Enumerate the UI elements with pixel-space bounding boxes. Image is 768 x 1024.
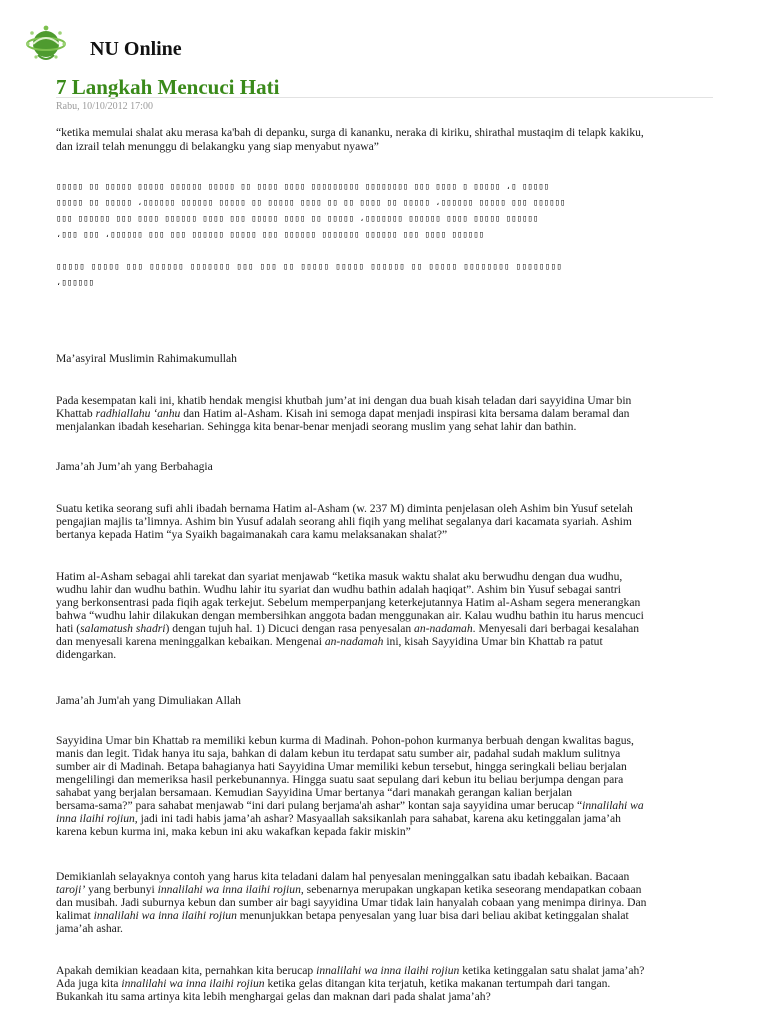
- paragraph-line: Sayyidina Umar bin Khattab ra memiliki kebun kurma di Madinah. Pohon-pohon kurmanya berbuah dengan kwalitas bagus,: [56, 734, 634, 747]
- paragraph-line: Demikianlah selayaknya contoh yang harus kita teladani dalam hal penyesalan meninggalkan satu ibadah kebaikan. Bacaan: [56, 870, 630, 883]
- paragraph: [56, 964, 720, 1003]
- paragraph-line: dan musibah. Jadi suburnya kebun dan sumber air bagi sayyidina Umar tidak lain hanyalah cobaan yang menimpa dirinya. Dan: [56, 896, 647, 909]
- paragraph-line: didengarkan.: [56, 648, 117, 661]
- paragraph-line: inna ilaihi rojiun, jadi ini tadi habis jama’ah ashar? Masyaallah saksikanlah para sahabat, karena aku ketinggalan jama’ah: [56, 812, 621, 825]
- paragraph-line: taroji’ yang berbunyi innalilahi wa inna ilaihi rojiun, sebenarnya merupakan ungkapan ketika seseorang mendapatkan cobaan: [56, 883, 642, 896]
- title-divider: [56, 97, 713, 98]
- article-title: 7 Langkah Mencuci Hati: [56, 75, 280, 99]
- nu-logo-icon: [22, 24, 80, 66]
- quote-line: dan izrail telah menunggu di belakangku yang siap menyabut nyawa”: [56, 140, 379, 153]
- quote-line: “ketika memulai shalat aku merasa ka'bah di depanku, surga di kananku, neraka di kiriku, shirathal mustaqim di telapk kakiku,: [56, 126, 644, 139]
- paragraph-line: menjalankan ibadah keseharian. Sehingga kita benar-benar menjadi seorang muslim yang sehat lahir dan bathin.: [56, 420, 577, 433]
- arabic-line: ▯▯▯▯▯ ▯▯ ▯▯▯▯▯ ،▯▯▯▯▯▯ ▯▯▯▯▯▯ ▯▯▯▯▯ ▯▯ ▯▯▯▯▯ ▯▯▯▯ ▯▯ ▯▯ ▯▯▯▯ ▯▯ ▯▯▯▯▯ ،▯▯▯▯▯▯ ▯▯▯▯▯ ▯▯▯ ▯▯▯▯▯▯: [56, 198, 566, 208]
- article-date: Rabu, 10/10/2012 17:00: [56, 101, 153, 112]
- paragraph-line: Hatim al-Asham sebagai ahli tarekat dan syariat menjawab “ketika masuk waktu shalat aku berwudhu dengan dua wudhu,: [56, 570, 623, 583]
- arabic-text-block: [56, 259, 716, 291]
- paragraph-line: mengelilingi dan memeriksa hasil perkebunannya. Hingga suatu saat sepulang dari kebun itu beliau berjumpa dengan para: [56, 773, 624, 786]
- paragraph-line: Apakah demikian keadaan kita, pernahkan kita berucap innalilahi wa inna ilaihi rojiun ketika ketinggalan satu shalat jama’ah?: [56, 964, 645, 977]
- paragraph-line: pengajian majlis ta’limnya. Ashim bin Yusuf adalah seorang ahli fiqih yang melihat segalanya dari kacamata syariah. Ashim: [56, 515, 632, 528]
- paragraph-line: kalimat innalilahi wa inna ilaihi rojiun menunjukkan betapa penyesalan yang luar bisa dari beliau akibat ketinggalan shalat: [56, 909, 629, 922]
- arabic-text-block: [56, 179, 716, 243]
- paragraph-line: hati (salamatush shadri) dengan tujuh hal. 1) Dicuci dengan rasa penyesalan an-nadamah. Menyesali dari berbagai kesalahan: [56, 622, 640, 635]
- paragraph: [56, 570, 720, 661]
- paragraph-line: Ada juga kita innalilahi wa inna ilaihi rojiun ketika gelas ditangan kita terjatuh, ketika makanan tertumpah dari tangan.: [56, 977, 611, 990]
- paragraph-line: Bukankah itu sama artinya kita lebih menghargai gelas dan maknan dari pada shalat jama’ah?: [56, 990, 491, 1003]
- arabic-line: ▯▯▯ ▯▯▯▯▯▯ ▯▯▯ ▯▯▯▯ ▯▯▯▯▯▯ ▯▯▯▯ ▯▯▯ ▯▯▯▯▯ ▯▯▯▯ ▯▯ ▯▯▯▯▯ ،▯▯▯▯▯▯▯ ▯▯▯▯▯▯ ▯▯▯▯ ▯▯▯▯▯ ▯▯▯▯▯▯: [56, 214, 539, 224]
- paragraph-line: bertanya kepada Hatim “ya Syaikh bagaimanakah cara kamu melaksanakan shalat?”: [56, 528, 448, 541]
- paragraph-line: bahwa “wudhu lahir dilakukan dengan membersihkan anggota badan menggunakan air. Kalau wudhu bathin itu harus mencuci: [56, 609, 644, 622]
- paragraph-line: manis dan legit. Tidak hanya itu saja, bahkan di dalam kebun itu terdapat satu sumber air, padahal sudah maklum sulitnya: [56, 747, 621, 760]
- arabic-line: ،▯▯▯ ▯▯▯ ،▯▯▯▯▯▯ ▯▯▯ ▯▯▯ ▯▯▯▯▯▯ ▯▯▯▯▯ ▯▯▯ ▯▯▯▯▯▯ ▯▯▯▯▯▯▯ ▯▯▯▯▯▯ ▯▯▯ ▯▯▯▯ ▯▯▯▯▯▯: [56, 230, 485, 240]
- section-greeting: Ma’asyiral Muslimin Rahimakumullah: [56, 352, 237, 365]
- arabic-line: ▯▯▯▯▯ ▯▯ ▯▯▯▯▯ ▯▯▯▯▯ ▯▯▯▯▯▯ ▯▯▯▯▯ ▯▯ ▯▯▯▯ ▯▯▯▯ ▯▯▯▯▯▯▯▯▯ ▯▯▯▯▯▯▯▯ ▯▯▯ ▯▯▯▯ ▯ ▯▯▯▯▯ ،▯ ▯▯▯▯▯: [56, 182, 550, 192]
- paragraph: [56, 502, 720, 541]
- paragraph: [56, 734, 720, 838]
- paragraph-line: sumber air di Madinah. Betapa bahagianya hati Sayyidina Umar memiliki kebun tersebut, hingga seringkali beliau berjalan: [56, 760, 627, 773]
- paragraph-line: wudhu lahir dan wudhu bathin. Wudhu lahir itu syariat dan wudhu bathin adalah haqiqat”. Ashim bin Yusuf sebagai santri: [56, 583, 621, 596]
- paragraph-line: karena kebun kurma ini, maka kebun ini aku wakafkan kepada fakir miskin”: [56, 825, 411, 838]
- paragraph: [56, 870, 720, 935]
- paragraph-line: jama’ah ashar.: [56, 922, 123, 935]
- paragraph-line: Suatu ketika seorang sufi ahli ibadah bernama Hatim al-Asham (w. 237 M) diminta penjelasan oleh Ashim bin Yusuf setelah: [56, 502, 633, 515]
- paragraph: [56, 394, 720, 433]
- arabic-line: ،▯▯▯▯▯▯: [56, 278, 94, 288]
- section-greeting: Jama’ah Jum’ah yang Berbahagia: [56, 460, 213, 473]
- arabic-line: ▯▯▯▯▯ ▯▯▯▯▯ ▯▯▯ ▯▯▯▯▯▯ ▯▯▯▯▯▯▯ ▯▯▯ ▯▯▯ ▯▯ ▯▯▯▯▯ ▯▯▯▯▯ ▯▯▯▯▯▯ ▯▯ ▯▯▯▯▯ ▯▯▯▯▯▯▯▯ ▯▯▯▯▯▯▯▯: [56, 262, 563, 272]
- paragraph-line: Pada kesempatan kali ini, khatib hendak mengisi khutbah jum’at ini dengan dua buah kisah teladan dari sayyidina Umar bin: [56, 394, 632, 407]
- site-name: NU Online: [90, 38, 182, 60]
- section-greeting: Jama’ah Jum'ah yang Dimuliakan Allah: [56, 694, 241, 707]
- paragraph-line: yang berkonsentrasi pada fiqih agak terkejut. Sebelum memperpanjang keterkejutannya Hatim al-Asham segera menerangkan: [56, 596, 641, 609]
- opening-quote: [56, 126, 724, 154]
- paragraph-line: sahabat yang berjalan bersamaan. Kemudian Sayyidina Umar bertanya “dari manakah gerangan kalian berjalan: [56, 786, 573, 799]
- paragraph-line: bersama-sama?” para sahabat menjawab “ini dari pulang berjama'ah ashar” kontan saja sayyidina umar berucap “innalilahi wa: [56, 799, 644, 812]
- paragraph-line: Khattab radhiallahu ‘anhu dan Hatim al-Asham. Kisah ini semoga dapat menjadi inspirasi kita bersama dalam beramal dan: [56, 407, 630, 420]
- paragraph-line: dan menyesali karena meninggalkan kebaikan. Mengenai an-nadamah ini, kisah Sayyidina Umar bin Khattab ra patut: [56, 635, 603, 648]
